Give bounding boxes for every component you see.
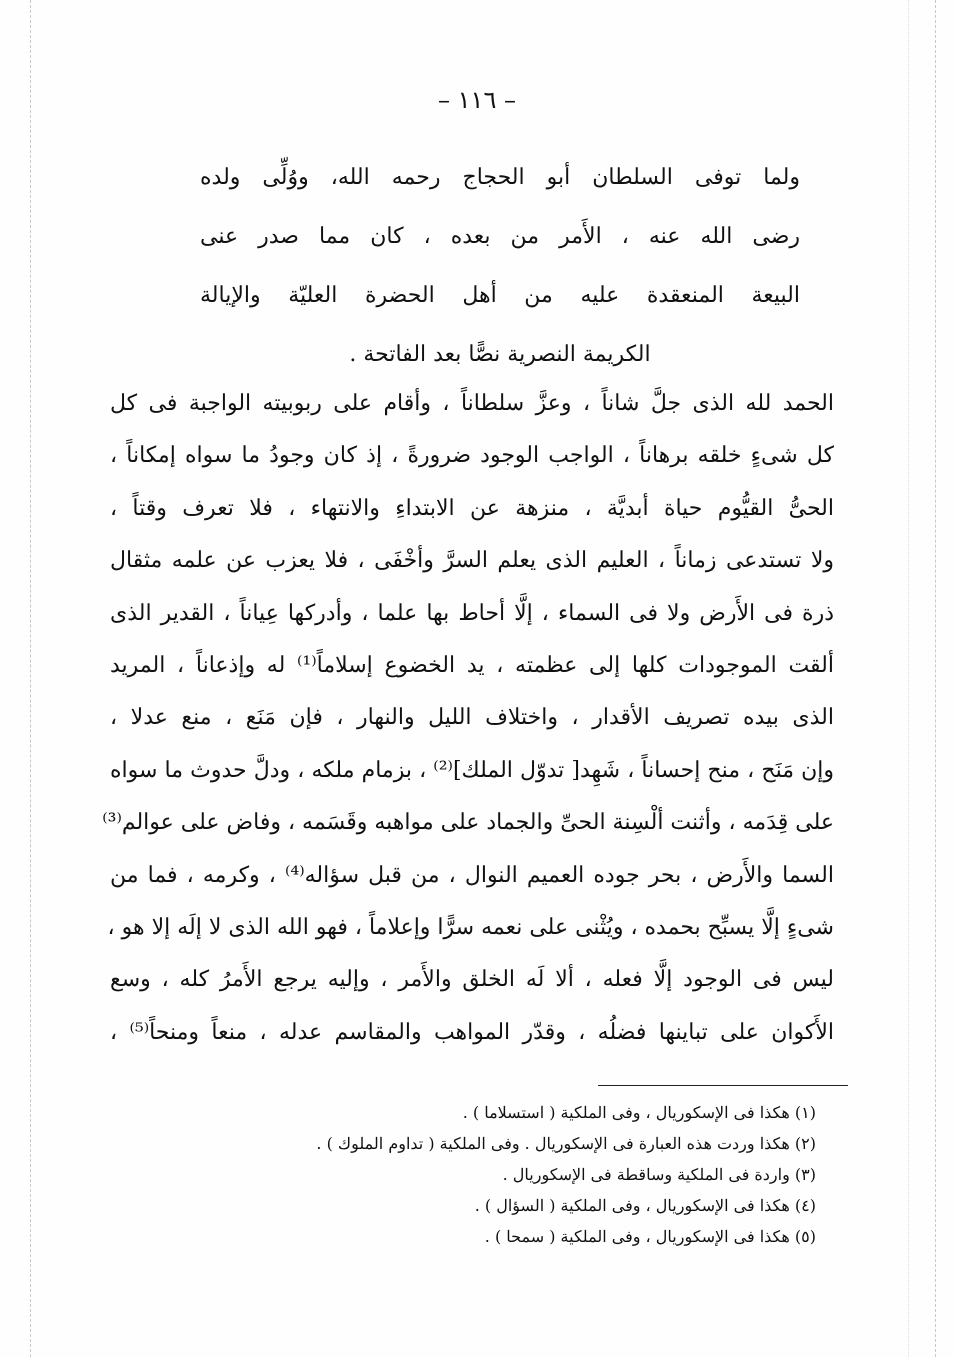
body-line: الذى بيده تصريف الأقدار ، واختلاف الليل والنهار ، فإن مَنَع ، منع عدلا ، [110, 705, 834, 731]
heading-line: ولما توفى السلطان أبو الحجاج رحمه الله، ووُلِّى ولده [200, 165, 800, 190]
page-number: – ١١٦ – [438, 86, 516, 114]
body-line: الأَكوان على تباينها فضلُه ، وقدّر المواهب والمقاسم عدله ، منعاً ومنحاً⁽⁵⁾ ، [110, 1019, 834, 1045]
body-text [102, 378, 834, 1059]
body-line: كل شىءٍ خلقه برهاناً ، الواجب الوجود ضرورةً ، إذ كان وجودُ ما سواه إمكاناً ، [110, 443, 834, 469]
body-line: السما والأَرض ، بحر جوده العميم النوال ، من قبل سؤاله⁽⁴⁾ ، وكرمه ، فما من [110, 862, 834, 888]
footnotes [300, 1097, 816, 1252]
body-line: ألقت الموجودات كلها إلى عظمته ، يد الخضوع إسلاماً⁽¹⁾ له وإذعاناً ، المريد [110, 652, 834, 678]
footnote-divider [598, 1085, 848, 1086]
body-line: ولا تستدعى زماناً ، العليم الذى يعلم السرَّ وأخْفَى ، فلا يعزب عن علمه مثقال [110, 548, 834, 574]
footnote: (٣) واردة فى الملكية وساقطة فى الإسكوريال . [502, 1165, 816, 1184]
scan-border-right [935, 0, 936, 1357]
heading-line: البيعة المنعقدة عليه من أهل الحضرة العليّة والإيالة [200, 283, 800, 308]
scan-border-left [30, 0, 31, 1357]
footnote: (٤) هكذا فى الإسكوريال ، وفى الملكية ( السؤال ) . [474, 1196, 816, 1215]
footnote: (٢) هكذا وردت هذه العبارة فى الإسكوريال . وفى الملكية ( تداوم الملوك ) . [316, 1134, 816, 1153]
body-line: ليس فى الوجود إلَّا فعله ، ألا لَه الخلق والأَمر ، وإليه يرجع الأَمرُ كله ، وسع [110, 967, 834, 993]
body-line: الحمد لله الذى جلَّ شاناً ، وعزَّ سلطاناً ، وأقام على ربوبيته الواجبة فى كل [110, 391, 834, 416]
heading-block [200, 148, 800, 384]
body-line: على قِدَمه ، وأثنت ألْسِنة الحىِّ والجماد على مواهبه وقَسَمه ، وفاض على عوالم⁽³⁾ [102, 810, 834, 836]
body-line: شىءٍ إلَّا يسبِّح بحمده ، ويُثْنى على نعمه سرًّا وإعلاماً ، فهو الله الذى لا إلَه إلا هو ، [107, 914, 834, 940]
heading-line: الكريمة النصرية نصًّا بعد الفاتحة . [349, 342, 651, 367]
footnote: (٥) هكذا فى الإسكوريال ، وفى الملكية ( سمحا ) . [484, 1227, 816, 1246]
scan-border-right-inner [908, 0, 909, 1357]
body-line: الحىُّ القيُّوم حياة أبديَّة ، منزهة عن الابتداءِ والانتهاء ، فلا تعرف وقتاً ، [110, 495, 834, 521]
heading-line: رضى الله عنه ، الأَمر من بعده ، كان مما صدر عنى [200, 224, 800, 249]
footnote: (١) هكذا فى الإسكوريال ، وفى الملكية ( استسلاما ) . [462, 1103, 816, 1122]
body-line: ذرة فى الأَرض ولا فى السماء ، إلَّا أحاط بها علما ، وأدركها عِياناً ، القدير الذى [110, 600, 834, 626]
body-line: وإن مَنَح ، منح إحساناً ، شَهِد[ تدوّل الملك]⁽²⁾ ، بزمام ملكه ، ودلَّ حدوث ما سواه [110, 757, 834, 783]
